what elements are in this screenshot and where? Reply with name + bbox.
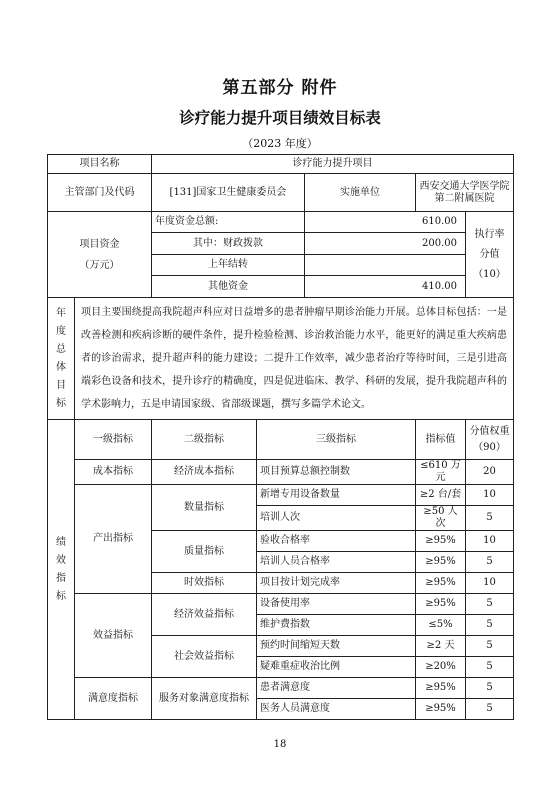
lv3-cell: 项目预算总额控制数 — [257, 460, 416, 485]
lv3-cell: 医务人员满意度 — [257, 699, 416, 720]
lv2-cell: 数量指标 — [152, 485, 257, 531]
lv3-cell: 验收合格率 — [257, 531, 416, 552]
weight-cell: 20 — [466, 460, 514, 485]
lv1-cell: 满意度指标 — [75, 678, 152, 720]
weight-cell: 5 — [466, 552, 514, 573]
execution-rate-line2: 分值（10） — [473, 248, 506, 280]
execution-rate-line1: 执行率 — [474, 228, 505, 240]
funds-total-label: 年度资金总额: — [152, 212, 305, 233]
funds-other-label: 其他资金 — [152, 276, 305, 298]
header-weight-line2: （90） — [473, 441, 506, 453]
table-row — [48, 460, 514, 485]
year-label: （2023 年度） — [242, 137, 318, 150]
goal-text: 项目主要围绕提高我院超声科应对日益增多的患者肿瘤早期诊治能力开展。总体目标包括：一是改善检测和疾病诊断的硬件条件，提升检验检测、诊治救治能力水平，能更好的满足重大疾病患者的诊治需求，提升超声科的能力建设；二提升工作效率，减少患者治疗等待时间，三是引进高端彩色设备和技术，提升诊疗的精确度，四是促进临床、教学、科研的发展，提升我院超声科的学术影响力，五是申请国家级、省部级课题，撰写多篇学术论文。 — [75, 298, 514, 420]
impl-value: 西安交通大学医学院第二附属医院 — [416, 174, 514, 212]
lv1-cell: 效益指标 — [75, 594, 152, 678]
perf-label: 绩 效 指 标 — [48, 420, 75, 720]
value-cell: ≤5% — [416, 615, 466, 636]
funds-carryover-value — [305, 255, 466, 276]
lv3-cell: 维护费指数 — [257, 615, 416, 636]
lv2-cell: 经济成本指标 — [152, 460, 257, 485]
weight-cell: 10 — [466, 531, 514, 552]
lv1-cell: 成本指标 — [75, 460, 152, 485]
lv2-cell: 服务对象满意度指标 — [152, 678, 257, 720]
project-name-label: 项目名称 — [48, 155, 152, 174]
weight-cell: 5 — [466, 506, 514, 531]
value-cell: ≥20% — [416, 657, 466, 678]
value-cell: ≥95% — [416, 573, 466, 594]
lv3-cell: 疑难重症收治比例 — [257, 657, 416, 678]
weight-cell: 5 — [466, 699, 514, 720]
weight-cell: 10 — [466, 485, 514, 506]
impl-label: 实施单位 — [305, 174, 416, 212]
table-title: 诊疗能力提升项目绩效目标表 — [179, 108, 381, 127]
dept-value: [131]国家卫生健康委员会 — [152, 174, 305, 212]
weight-cell: 10 — [466, 573, 514, 594]
weight-cell: 5 — [466, 678, 514, 699]
funds-other-value: 410.00 — [305, 276, 466, 298]
table-row — [48, 298, 514, 420]
weight-cell: 5 — [466, 657, 514, 678]
header-lv1: 一级指标 — [75, 420, 152, 460]
table-row — [48, 420, 514, 460]
table-row — [48, 155, 514, 174]
value-cell: ≥95% — [416, 678, 466, 699]
lv3-cell: 患者满意度 — [257, 678, 416, 699]
lv3-cell: 培训人次 — [257, 506, 416, 531]
value-cell: ≥95% — [416, 552, 466, 573]
lv2-cell: 时效指标 — [152, 573, 257, 594]
table-row — [48, 485, 514, 506]
page-number: 18 — [273, 739, 287, 750]
header-lv2: 二级指标 — [152, 420, 257, 460]
funds-carryover-label: 上年结转 — [152, 255, 305, 276]
lv3-cell: 预约时间缩短天数 — [257, 636, 416, 657]
table-row — [48, 174, 514, 212]
header-value: 指标值 — [416, 420, 466, 460]
lv2-cell: 质量指标 — [152, 531, 257, 573]
lv2-cell: 经济效益指标 — [152, 594, 257, 636]
lv3-cell: 培训人员合格率 — [257, 552, 416, 573]
lv3-cell: 新增专用设备数量 — [257, 485, 416, 506]
value-cell: ≥95% — [416, 531, 466, 552]
funds-label-line1: 项目资金 — [79, 238, 120, 250]
part-title: 第五部分 附件 — [222, 78, 338, 98]
value-cell: ≥2 台/套 — [416, 485, 466, 506]
funds-total-value: 610.00 — [305, 212, 466, 233]
goal-label: 年 度 总 体 目 标 — [48, 298, 75, 420]
performance-goal-table — [47, 154, 514, 720]
table-row — [48, 678, 514, 699]
table-row — [48, 212, 514, 233]
funds-label-line2: （万元） — [79, 259, 120, 271]
lv1-cell: 产出指标 — [75, 485, 152, 594]
value-cell: ≥2 天 — [416, 636, 466, 657]
funds-label — [48, 212, 152, 298]
dept-label: 主管部门及代码 — [48, 174, 152, 212]
weight-cell: 5 — [466, 636, 514, 657]
value-cell: ≥50 人次 — [416, 506, 466, 531]
funds-fiscal-value: 200.00 — [305, 233, 466, 255]
header-lv3: 三级指标 — [257, 420, 416, 460]
project-name-value: 诊疗能力提升项目 — [152, 155, 514, 174]
table-row — [48, 594, 514, 615]
lv2-cell: 社会效益指标 — [152, 636, 257, 678]
weight-cell: 5 — [466, 594, 514, 615]
header-weight — [466, 420, 514, 460]
weight-cell: 5 — [466, 615, 514, 636]
lv3-cell: 设备使用率 — [257, 594, 416, 615]
lv3-cell: 项目按计划完成率 — [257, 573, 416, 594]
funds-fiscal-label: 其中：财政拨款 — [152, 233, 305, 255]
value-cell: ≤610 万元 — [416, 460, 466, 485]
value-cell: ≥95% — [416, 699, 466, 720]
header-weight-line1: 分值权重 — [469, 425, 510, 437]
execution-rate-label — [466, 212, 514, 298]
value-cell: ≥95% — [416, 594, 466, 615]
